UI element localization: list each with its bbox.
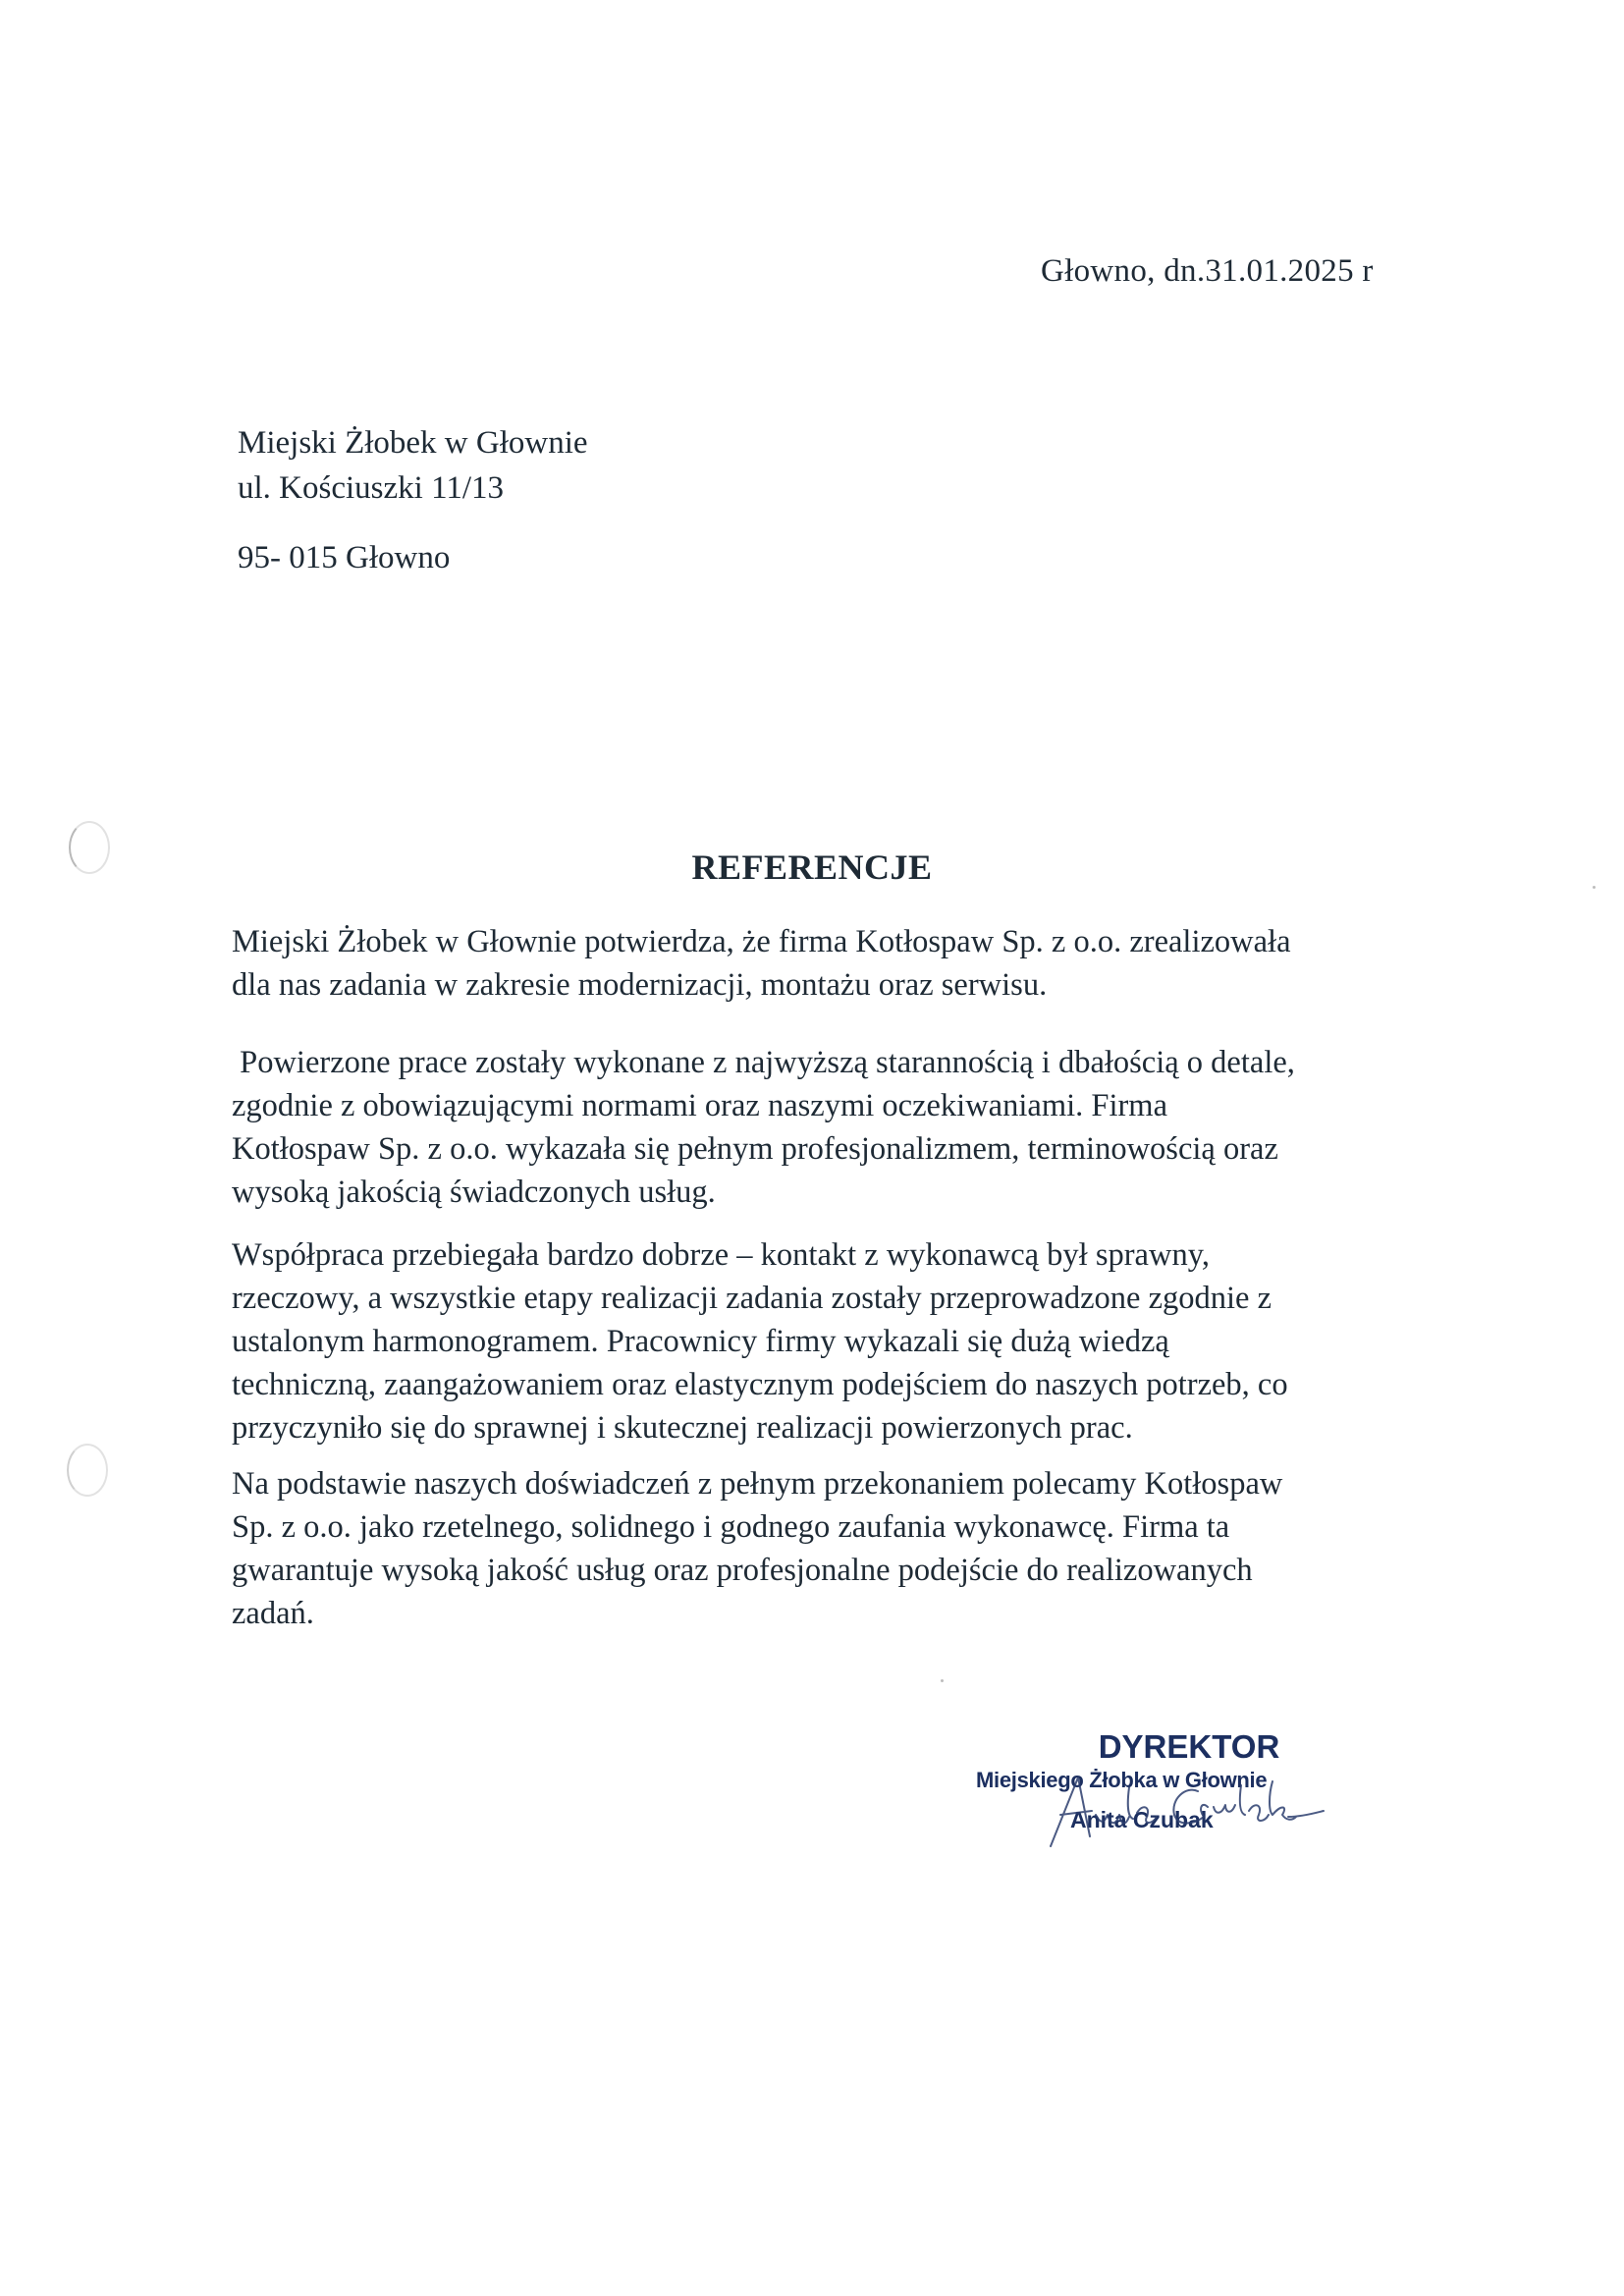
recipient-street: ul. Kościuszki 11/13 [238, 470, 505, 506]
paragraph-line: Kotłospaw Sp. z o.o. wykazała się pełnym profesjonalizmem, terminowością oraz [232, 1131, 1278, 1167]
paragraph-line: Na podstawie naszych doświadczeń z pełnym przekonaniem polecamy Kotłospaw [232, 1466, 1283, 1502]
punch-hole-mark [67, 1444, 108, 1497]
paragraph-line: rzeczowy, a wszystkie etapy realizacji zadania zostały przeprowadzone zgodnie z [232, 1281, 1272, 1316]
scan-speck [1593, 886, 1596, 889]
paragraph-line: Współpraca przebiegała bardzo dobrze – kontakt z wykonawcą był sprawny, [232, 1237, 1210, 1273]
place-date: Głowno, dn.31.01.2025 r [1041, 253, 1374, 289]
stamp-name: Anita Czubak [1070, 1807, 1214, 1832]
paragraph-line: przyczyniło się do sprawnej i skutecznej realizacji powierzonych prac. [232, 1410, 1133, 1446]
paragraph-line: techniczną, zaangażowaniem oraz elastycznym podejściem do naszych potrzeb, co [232, 1367, 1288, 1402]
punch-hole-mark [69, 821, 110, 874]
paragraph-line: zadań. [232, 1596, 314, 1631]
paragraph-line: dla nas zadania w zakresie modernizacji, montażu oraz serwisu. [232, 967, 1048, 1003]
paragraph-line: ustalonym harmonogramem. Pracownicy firmy wykazali się dużą wiedzą [232, 1324, 1169, 1359]
scan-speck [941, 1679, 944, 1682]
paragraph-line: zgodnie z obowiązującymi normami oraz naszymi oczekiwaniami. Firma [232, 1088, 1168, 1123]
recipient-address [238, 420, 588, 511]
stamp-organization: Miejskiego Żłobka w Głownie [976, 1768, 1268, 1792]
paragraph-quality [232, 1041, 1400, 1214]
paragraph-line: wysoką jakością świadczonych usług. [232, 1175, 716, 1210]
paragraph-confirmation [232, 920, 1400, 1007]
recipient-postal-city: 95- 015 Głowno [238, 540, 451, 575]
handwritten-signature [1031, 1768, 1326, 1856]
stamp-title: DYREKTOR [1098, 1728, 1280, 1765]
paragraph-cooperation [232, 1233, 1400, 1449]
signature-stroke [1051, 1777, 1092, 1846]
document-heading [0, 847, 1624, 888]
paragraph-line: Powierzone prace zostały wykonane z najwyższą starannością i dbałością o detale, [232, 1045, 1295, 1080]
signature-stroke [1096, 1787, 1157, 1824]
paragraph-line: Sp. z o.o. jako rzetelnego, solidnego i godnego zaufania wykonawcę. Firma ta [232, 1509, 1230, 1545]
paragraph-recommendation [232, 1462, 1400, 1635]
paragraph-line: Miejski Żłobek w Głownie potwierdza, że firma Kotłospaw Sp. z o.o. zrealizowała [232, 924, 1291, 959]
paragraph-line: gwarantuje wysoką jakość usług oraz profesjonalne podejście do realizowanych [232, 1553, 1253, 1588]
recipient-name: Miejski Żłobek w Głownie [238, 425, 588, 461]
heading-text: REFERENCJE [691, 847, 933, 887]
signature-stroke [1173, 1781, 1324, 1824]
